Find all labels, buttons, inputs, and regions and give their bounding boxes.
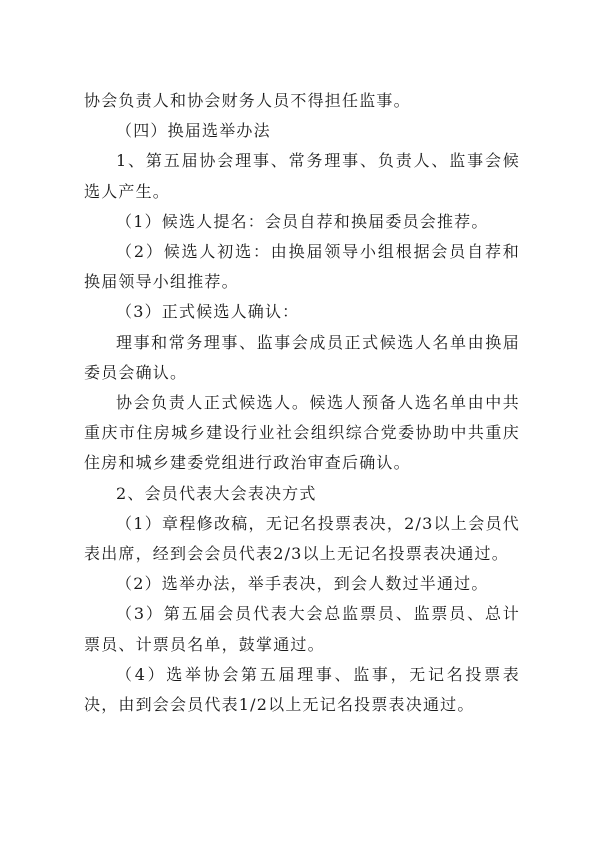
- paragraph-council-election-vote: （4）选举协会第五届理事、监事，无记名投票表决，由到会会员代表1/2以上无记名投票表决通过。: [84, 664, 520, 715]
- paragraph-preliminary-selection: （2）候选人初选：由换届领导小组根据会员自荐和换届领导小组推荐。: [84, 242, 520, 292]
- section-heading-election-method: （四）换届选举办法: [116, 121, 271, 141]
- paragraph-election-rules-vote: （2）选举办法，举手表决，到会人数过半通过。: [116, 574, 489, 594]
- paragraph-supervisor-restriction: 协会负责人和协会财务人员不得担任监事。: [84, 91, 411, 110]
- paragraph-confirmation-heading: （3）正式候选人确认：: [116, 302, 300, 322]
- paragraph-council-confirmation: 理事和常务理事、监事会成员正式候选人名单由换届委员会确认。: [84, 332, 520, 382]
- paragraph-scrutineers-vote: （3）第五届会员代表大会总监票员、监票员、总计票员、计票员名单，鼓掌通过。: [84, 604, 520, 654]
- paragraph-voting-method-heading: 2、会员代表大会表决方式: [116, 483, 317, 503]
- paragraph-nomination: （1）候选人提名：会员自荐和换届委员会推荐。: [116, 211, 489, 231]
- document-body: [84, 86, 520, 720]
- paragraph-charter-vote: （1）章程修改稿，无记名投票表决，2/3以上会员代表出席，经到会会员代表2/3以上无记名投票表决通过。: [84, 513, 520, 564]
- paragraph-leader-candidates: 协会负责人正式候选人。候选人预备人选名单由中共重庆市住房城乡建设行业社会组织综合党委协助中共重庆住房和城乡建委党组进行政治审查后确认。: [84, 393, 520, 473]
- paragraph-candidate-generation: 1、第五届协会理事、常务理事、负责人、监事会候选人产生。: [84, 151, 520, 201]
